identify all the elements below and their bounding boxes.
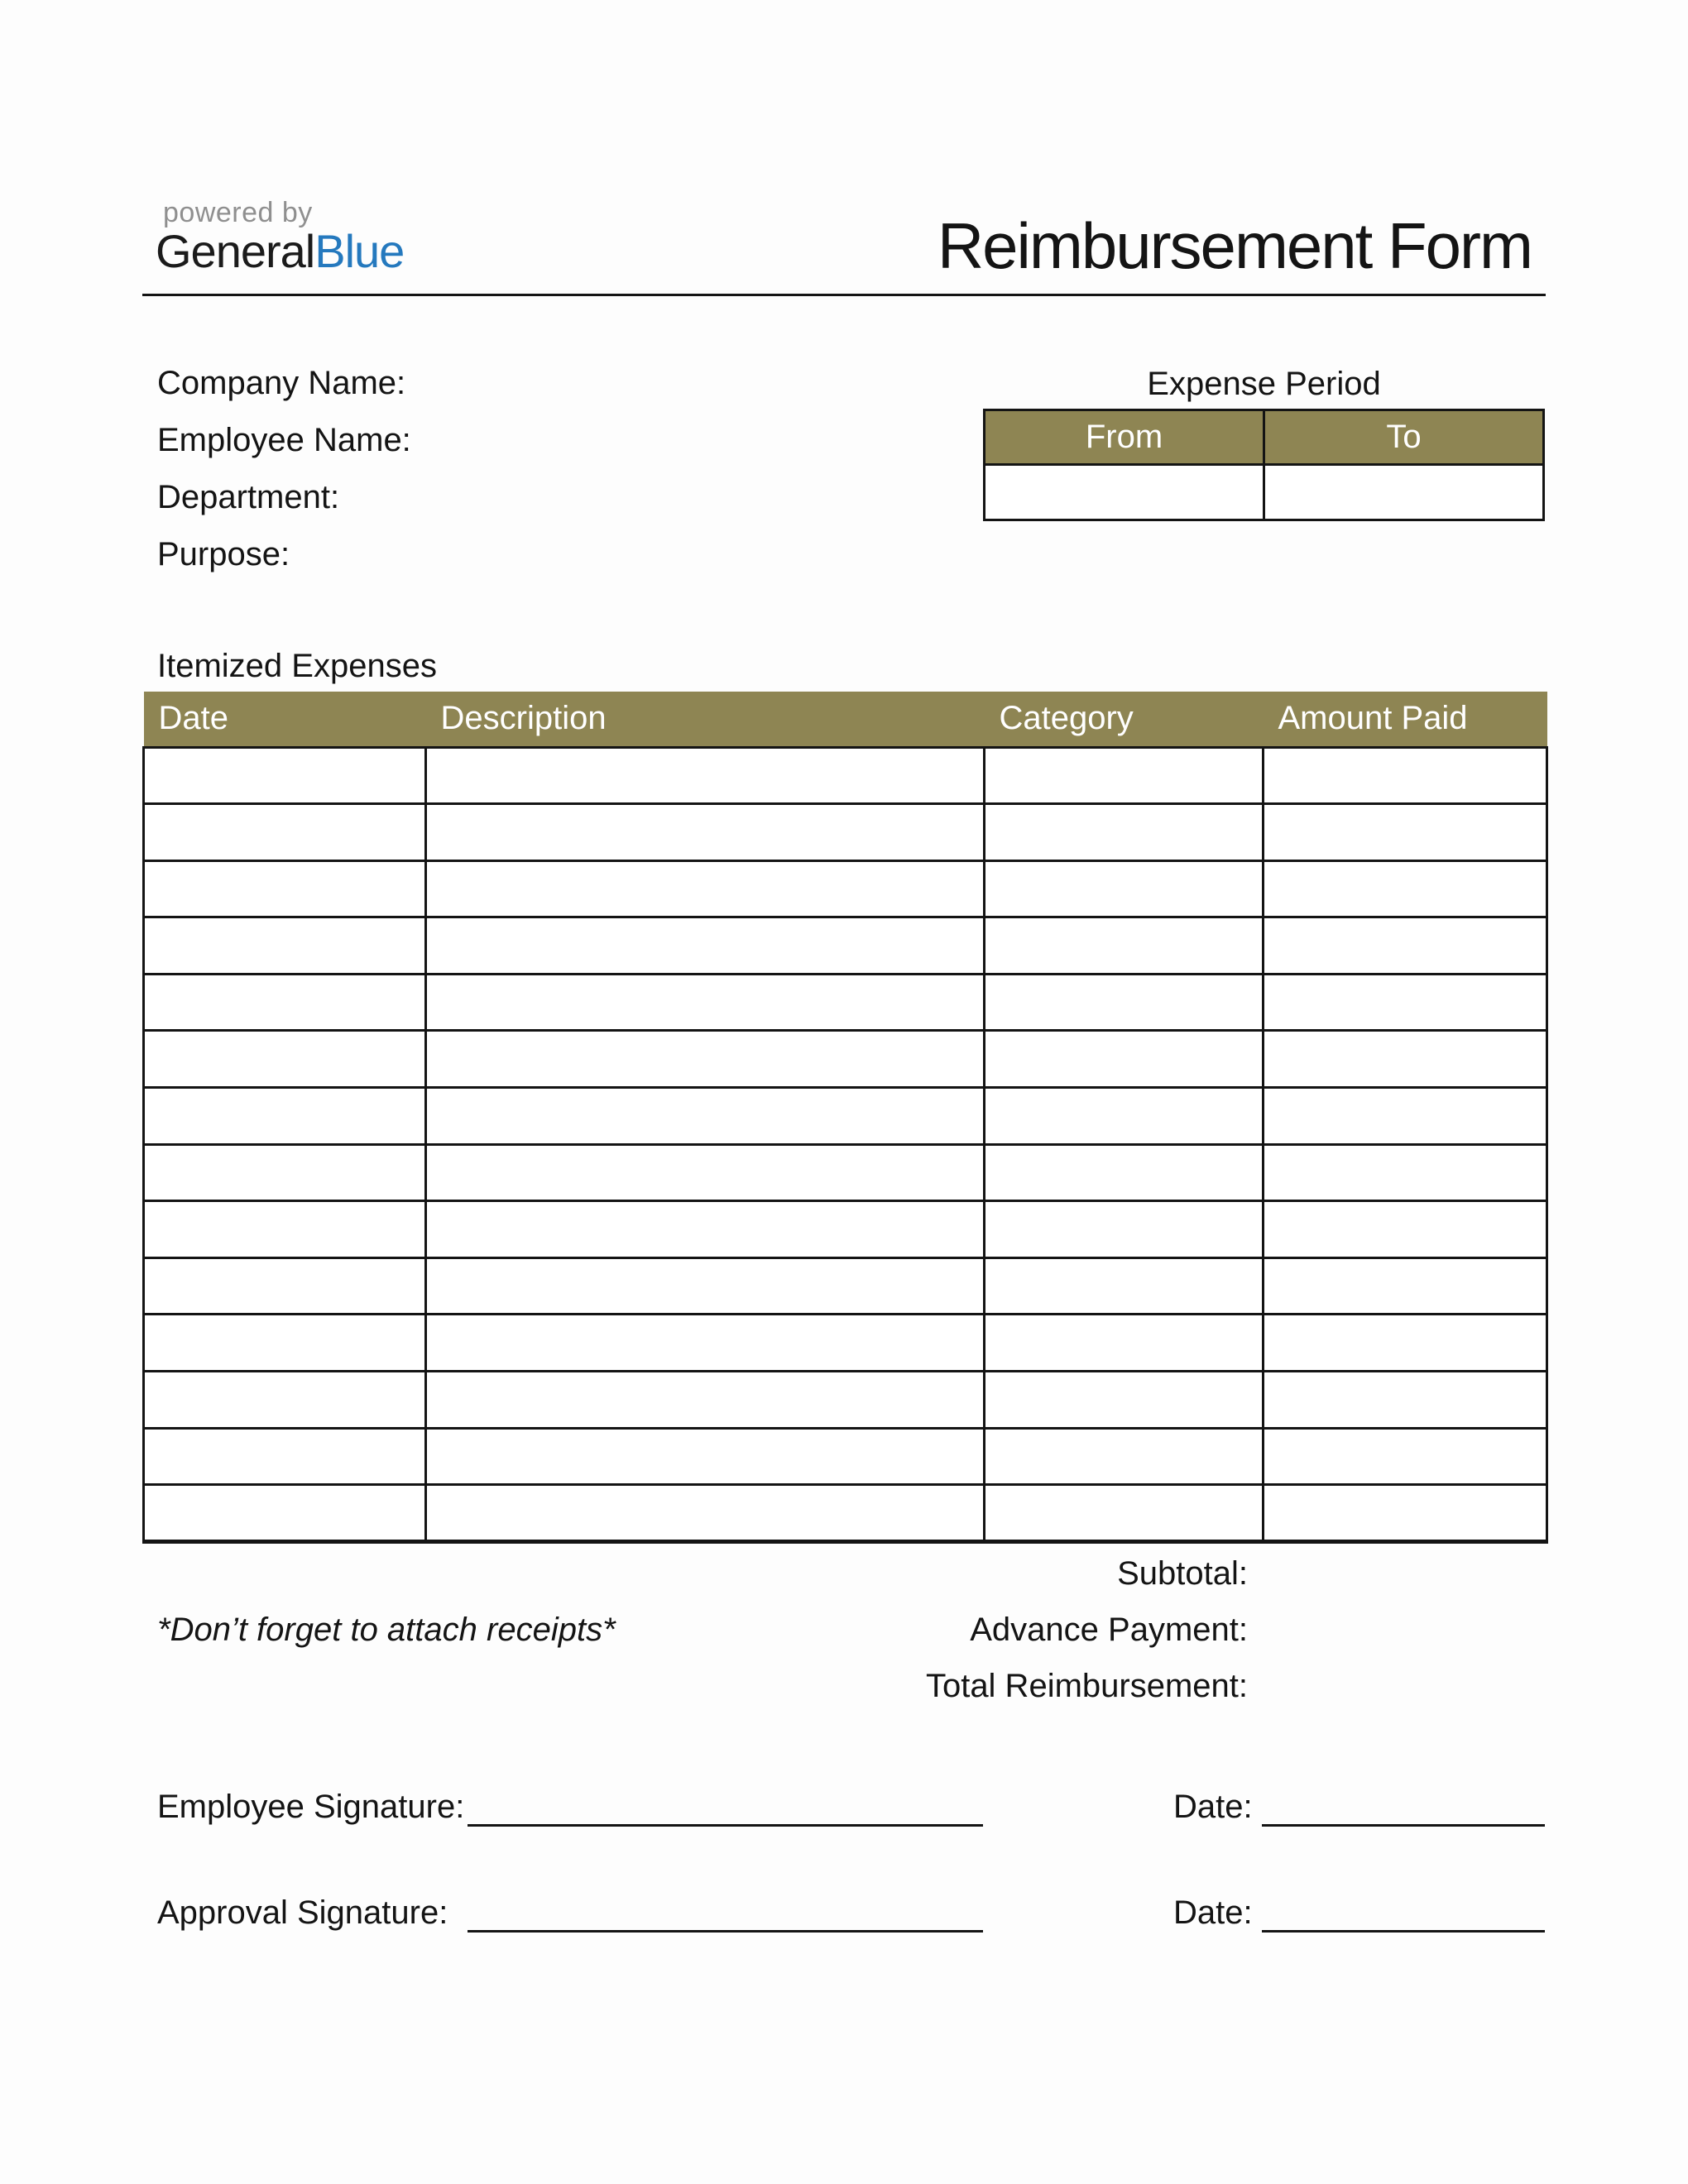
expense-row bbox=[144, 860, 1547, 917]
receipts-note: *Don’t forget to attach receipts* bbox=[157, 1612, 616, 1648]
expense-description-cell[interactable] bbox=[426, 1201, 985, 1258]
expense-description-cell[interactable] bbox=[426, 1257, 985, 1315]
expense-amount-cell[interactable] bbox=[1264, 1372, 1547, 1429]
expense-description-cell[interactable] bbox=[426, 1031, 985, 1088]
date-line[interactable] bbox=[1262, 1930, 1545, 1933]
expense-amount-cell[interactable] bbox=[1264, 1201, 1547, 1258]
expense-row bbox=[144, 917, 1547, 975]
expense-amount-cell[interactable] bbox=[1264, 1088, 1547, 1145]
expense-date-cell[interactable] bbox=[144, 1088, 426, 1145]
expense-row bbox=[144, 1088, 1547, 1145]
expense-category-cell[interactable] bbox=[985, 860, 1264, 917]
expense-date-cell[interactable] bbox=[144, 804, 426, 861]
expense-period-value-cell[interactable] bbox=[985, 465, 1264, 520]
expense-description-cell[interactable] bbox=[426, 1372, 985, 1429]
itemized-column-header: Amount Paid bbox=[1264, 692, 1547, 747]
expense-amount-cell[interactable] bbox=[1264, 1144, 1547, 1201]
expense-date-cell[interactable] bbox=[144, 1485, 426, 1542]
total-label: Subtotal: bbox=[1117, 1555, 1248, 1592]
expense-row bbox=[144, 1485, 1547, 1542]
expense-description-cell[interactable] bbox=[426, 974, 985, 1031]
expense-date-cell[interactable] bbox=[144, 1372, 426, 1429]
expense-category-cell[interactable] bbox=[985, 1372, 1264, 1429]
expense-row bbox=[144, 1144, 1547, 1201]
expense-row bbox=[144, 1201, 1547, 1258]
expense-category-cell[interactable] bbox=[985, 1201, 1264, 1258]
signature-line[interactable] bbox=[468, 1930, 983, 1933]
expense-date-cell[interactable] bbox=[144, 1315, 426, 1372]
signature-label: Approval Signature: bbox=[157, 1894, 448, 1931]
expense-amount-cell[interactable] bbox=[1264, 1428, 1547, 1485]
expense-row bbox=[144, 1428, 1547, 1485]
expense-row bbox=[144, 1372, 1547, 1429]
expense-category-cell[interactable] bbox=[985, 917, 1264, 975]
expense-category-cell[interactable] bbox=[985, 974, 1264, 1031]
brand-name-general: General bbox=[156, 225, 315, 277]
signature-label: Employee Signature: bbox=[157, 1789, 465, 1825]
expense-date-cell[interactable] bbox=[144, 1201, 426, 1258]
expense-amount-cell[interactable] bbox=[1264, 860, 1547, 917]
expense-amount-cell[interactable] bbox=[1264, 804, 1547, 861]
itemized-column-header: Category bbox=[985, 692, 1264, 747]
signature-line[interactable] bbox=[468, 1824, 983, 1827]
expense-description-cell[interactable] bbox=[426, 1088, 985, 1145]
expense-description-cell[interactable] bbox=[426, 804, 985, 861]
info-field-label: Company Name: bbox=[157, 365, 406, 401]
brand-logo bbox=[156, 225, 405, 277]
expense-description-cell[interactable] bbox=[426, 747, 985, 804]
signature-row bbox=[0, 1893, 1688, 1967]
date-label: Date: bbox=[1173, 1789, 1253, 1825]
expense-description-cell[interactable] bbox=[426, 860, 985, 917]
expense-row bbox=[144, 1315, 1547, 1372]
expense-row bbox=[144, 804, 1547, 861]
date-label: Date: bbox=[1173, 1894, 1253, 1931]
expense-description-cell[interactable] bbox=[426, 1144, 985, 1201]
info-field-label: Purpose: bbox=[157, 536, 290, 572]
expense-category-cell[interactable] bbox=[985, 1428, 1264, 1485]
total-label: Total Reimbursement: bbox=[925, 1668, 1248, 1704]
expense-amount-cell[interactable] bbox=[1264, 1031, 1547, 1088]
expense-description-cell[interactable] bbox=[426, 917, 985, 975]
expense-date-cell[interactable] bbox=[144, 1144, 426, 1201]
expense-date-cell[interactable] bbox=[144, 917, 426, 975]
total-label: Advance Payment: bbox=[970, 1612, 1248, 1648]
expense-category-cell[interactable] bbox=[985, 1088, 1264, 1145]
expense-amount-cell[interactable] bbox=[1264, 974, 1547, 1031]
powered-by-text: powered by bbox=[163, 197, 313, 228]
expense-period-header-cell: From bbox=[985, 410, 1264, 465]
expense-amount-cell[interactable] bbox=[1264, 1485, 1547, 1542]
expense-row bbox=[144, 974, 1547, 1031]
expense-amount-cell[interactable] bbox=[1264, 917, 1547, 975]
expense-date-cell[interactable] bbox=[144, 1257, 426, 1315]
expense-date-cell[interactable] bbox=[144, 860, 426, 917]
expense-period-title: Expense Period bbox=[1147, 366, 1381, 402]
header-divider bbox=[142, 294, 1546, 296]
expense-row bbox=[144, 1257, 1547, 1315]
expense-category-cell[interactable] bbox=[985, 1144, 1264, 1201]
expense-date-cell[interactable] bbox=[144, 747, 426, 804]
expense-amount-cell[interactable] bbox=[1264, 1257, 1547, 1315]
expense-date-cell[interactable] bbox=[144, 1031, 426, 1088]
expense-category-cell[interactable] bbox=[985, 1485, 1264, 1542]
date-line[interactable] bbox=[1262, 1824, 1545, 1827]
itemized-column-header: Date bbox=[144, 692, 426, 747]
expense-period-table bbox=[983, 409, 1545, 521]
info-field-label: Employee Name: bbox=[157, 422, 411, 458]
expense-description-cell[interactable] bbox=[426, 1428, 985, 1485]
itemized-expenses-label: Itemized Expenses bbox=[157, 648, 437, 684]
totals-section bbox=[926, 1545, 1248, 1714]
itemized-expenses-table bbox=[142, 692, 1548, 1544]
expense-row bbox=[144, 747, 1547, 804]
expense-category-cell[interactable] bbox=[985, 804, 1264, 861]
page-title: Reimbursement Form bbox=[937, 209, 1532, 282]
expense-date-cell[interactable] bbox=[144, 1428, 426, 1485]
expense-amount-cell[interactable] bbox=[1264, 747, 1547, 804]
expense-category-cell[interactable] bbox=[985, 1031, 1264, 1088]
expense-row bbox=[144, 1031, 1547, 1088]
info-field-label: Department: bbox=[157, 479, 340, 515]
expense-period-value-cell[interactable] bbox=[1264, 465, 1544, 520]
expense-description-cell[interactable] bbox=[426, 1485, 985, 1542]
expense-period-header-cell: To bbox=[1264, 410, 1544, 465]
itemized-column-header: Description bbox=[426, 692, 985, 747]
expense-category-cell[interactable] bbox=[985, 1315, 1264, 1372]
brand-name-blue: Blue bbox=[314, 225, 405, 277]
expense-amount-cell[interactable] bbox=[1264, 1315, 1547, 1372]
expense-date-cell[interactable] bbox=[144, 974, 426, 1031]
expense-category-cell[interactable] bbox=[985, 747, 1264, 804]
info-fields bbox=[157, 363, 411, 592]
expense-description-cell[interactable] bbox=[426, 1315, 985, 1372]
signature-row bbox=[0, 1787, 1688, 1861]
expense-category-cell[interactable] bbox=[985, 1257, 1264, 1315]
